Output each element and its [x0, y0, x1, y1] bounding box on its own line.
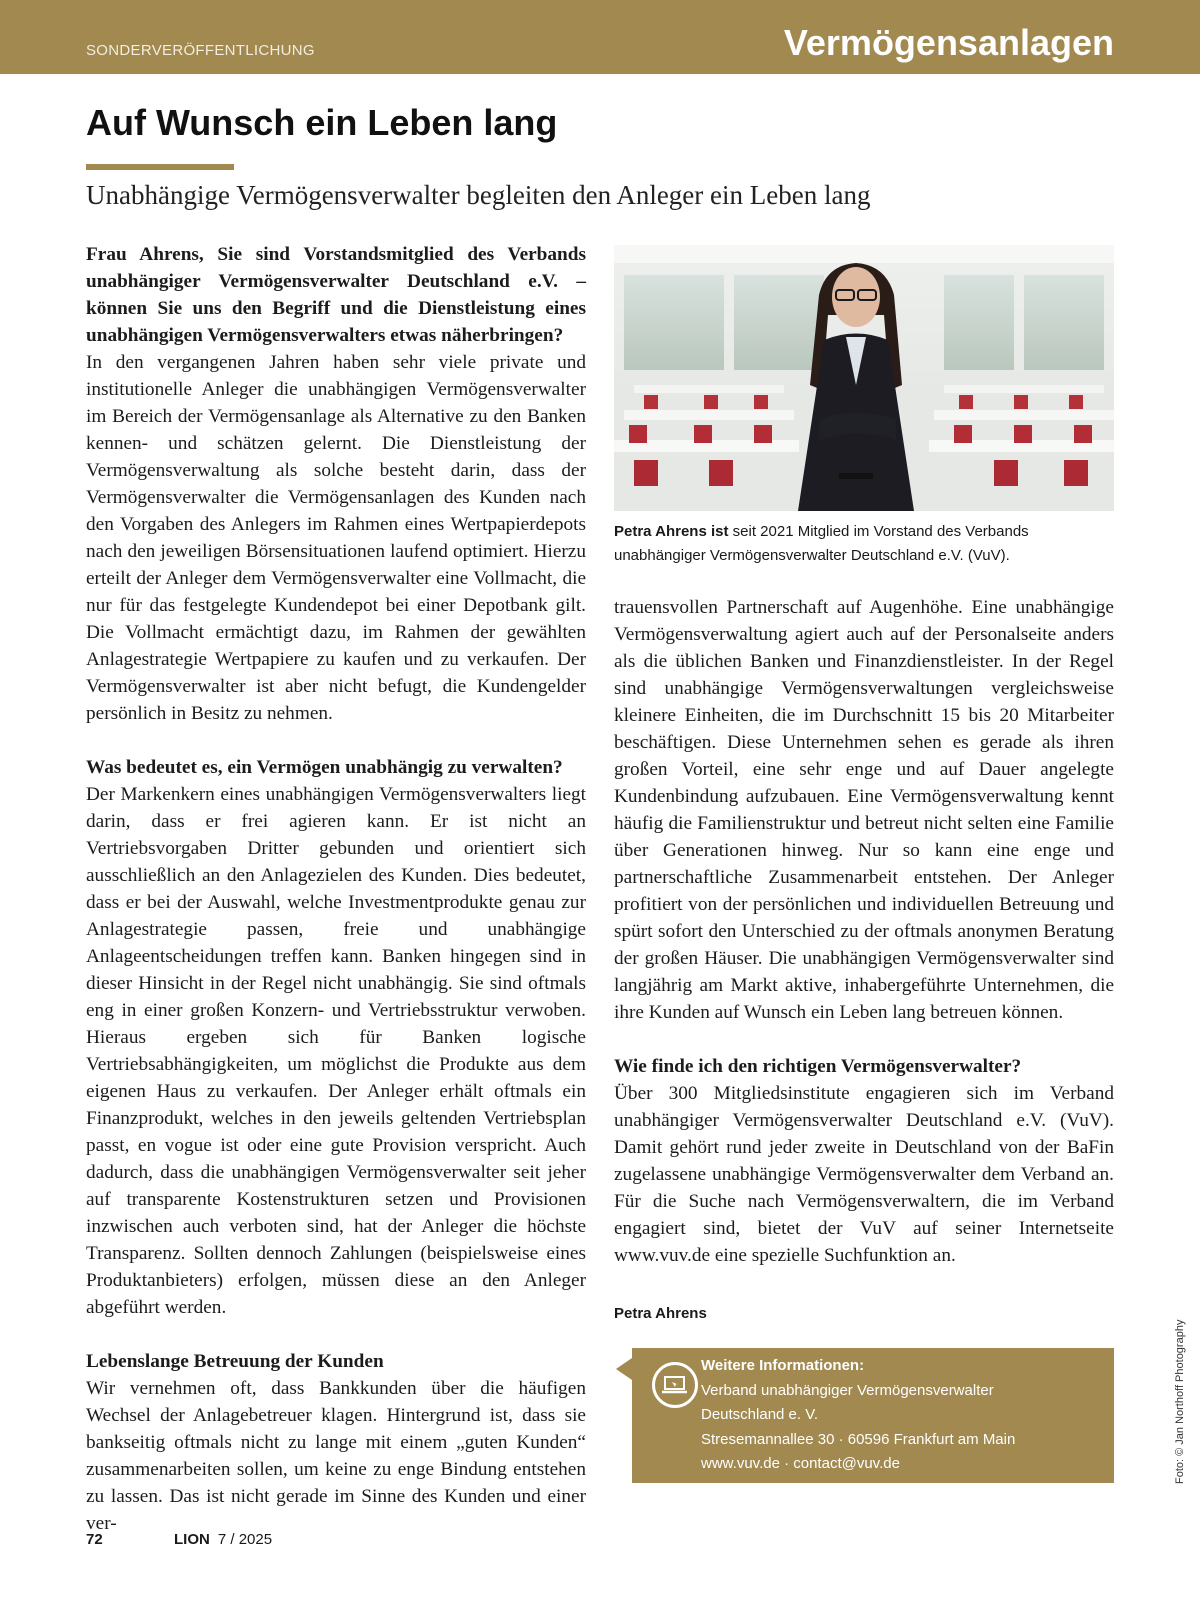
caption-text: seit 2021 Mitglied im Vorstand des Verbands unabhängiger Vermögensverwalter Deutschland e.V. (VuV).	[614, 523, 1029, 564]
article-column-right	[614, 594, 1114, 1269]
magazine-name: LION	[174, 1531, 210, 1548]
magazine-issue	[174, 1531, 272, 1548]
photo-caption	[614, 520, 1114, 568]
special-publication-label: SONDERVERÖFFENTLICHUNG	[86, 42, 315, 59]
laptop-icon	[652, 1362, 698, 1408]
section-title: Vermögensanlagen	[783, 22, 1114, 63]
question-heading: Was bedeutet es, ein Vermögen unabhängig zu verwalten?	[86, 757, 563, 778]
info-line: Verband unabhängiger Vermögensverwalter	[701, 1381, 994, 1399]
portrait-photo-illustration	[614, 245, 1114, 511]
body-paragraph: trauensvollen Partnerschaft auf Augenhöhe. Eine unabhängige Vermögensverwaltung agiert auch auf der Personalseite anders als die üblichen Banken und Finanzdienstleister. In der Regel sind unabhängige Vermögensverwaltungen vergleichsweise kleinere Einheiten, die im Durchschnitt 15 bis 20 Mitarbeiter beschäftigen. Diese Unternehmen sehen es gerade als ihren großen Vorteil, eine sehr enge und auf Dauer angelegte Kundenbindung aufzubauen. Eine Vermögensverwaltung kennt häufig die Familienstruktur und betreut nicht selten eine Familie über Generationen hinweg. Nur so kann eine enge und partnerschaftliche Zusammenarbeit entstehen. Der Anleger profitiert von der persönlichen und individuellen Betreuung und spürt sofort den Unterschied zu der oftmals anonymen Beratung der großen Häuser. Die unabhängigen Vermögensverwalter sind langjährig am Markt aktive, inhabergeführte Unternehmen, die ihre Kunden auf Wunsch ein Leben lang betreuen können.	[614, 597, 1114, 1023]
caption-name: Petra Ahrens ist	[614, 523, 729, 540]
body-paragraph: In den vergangenen Jahren haben sehr viele private und institutionelle Anleger die unabhängigen Vermögensverwalter im Bereich der Vermögensanlage als Alternative zu den Banken kennen- und schätzen gelernt. Die Dienstleistung der Vermögensverwaltung als solche besteht darin, dass der Vermögensverwalter die Vermögensanlagen des Kunden nach den Vorgaben des Anlegers im Rahmen eines Wertpapierdepots nach den jeweiligen Börsensituationen laufend optimiert. Hierzu erteilt der Anleger dem Vermögensverwalter eine Vollmacht, die nur für das festgelegte Kundendepot bei einer Depotbank gilt. Die Vollmacht ermächtigt dazu, im Rahmen der gewählten Anlagestrategie Wertpapiere zu kaufen und zu verkaufen. Der Vermögensverwalter ist aber nicht befugt, die Kundengelder persönlich in Besitz zu nehmen.	[86, 352, 586, 724]
photo-credit: Foto: © Jan Northoff Photography	[1174, 1319, 1186, 1484]
paragraph-gap	[86, 727, 586, 754]
body-paragraph: Über 300 Mitgliedsinstitute engagieren sich im Verband unabhängiger Vermögensverwalter Deutschland e.V. (VuV). Damit gehört rund jeder zweite in Deutschland von der BaFin zugelassene unabhängige Vermögensverwalter dem Verband an. Für die Suche nach Vermögensverwaltern, die im Verband engagiert sind, bietet der VuV auf seiner Internetseite www.vuv.de eine spezielle Suchfunktion an.	[614, 1083, 1114, 1266]
author-name: Petra Ahrens	[614, 1305, 707, 1322]
info-address: Stresemannallee 30 · 60596 Frankfurt am Main	[701, 1430, 1016, 1448]
question-heading: Wie finde ich den richtigen Vermögensverwalter?	[614, 1056, 1022, 1077]
info-line: Deutschland e. V.	[701, 1406, 819, 1423]
article-title: Auf Wunsch ein Leben lang	[86, 102, 558, 143]
question-heading: Frau Ahrens, Sie sind Vorstandsmitglied des Verbands unabhängiger Vermögensverwalter Deutschland e.V. – können Sie uns den Begriff und die Dienstleistung eines unabhängigen Vermögensverwalters etwas näherbringen?	[86, 244, 586, 346]
body-paragraph: Der Markenkern eines unabhängigen Vermögensverwalters liegt darin, dass er frei agieren kann. Er ist nicht an Vertriebsvorgaben Dritter gebunden und orientiert sich ausschließlich an den Anlagezielen des Kunden. Dies bedeutet, dass er bei der Auswahl, welche Investmentprodukte genau zur Anlagestrategie passen, freie und unabhängige Anlageentscheidungen treffen kann. Banken hingegen sind in dieser Hinsicht in der Regel nicht unabhängig. Sie sind oftmals eng in einer großen Konzern- und Vertriebsstruktur verwoben. Hieraus ergeben sich für Banken logische Vertriebsabhängigkeiten, um möglichst die Produkte aus dem eigenen Haus zu verkaufen. Der Anleger erhält oftmals ein Finanzprodukt, welches in den jeweils geltenden Vertriebsplan passt, en vogue ist oder eine gute Provision verspricht. Auch dadurch, dass die unabhängigen Vermögensverwalter seit jeher auf transparente Kostenstrukturen setzen und Provisionen inzwischen auch verboten sind, hat der Anleger die höchste Transparenz. Sollten dennoch Zahlungen (beispielsweise eines Produktanbieters) erfolgen, müssen diese an den Anleger abgeführt werden.	[86, 784, 586, 1318]
info-heading: Weitere Informationen:	[701, 1357, 865, 1374]
portrait-photo	[614, 245, 1114, 511]
issue-number: 7 / 2025	[217, 1531, 273, 1548]
body-paragraph: Wir vernehmen oft, dass Bankkunden über die häufigen Wechsel der Anlagebetreuer klagen. Hintergrund ist, dass sie bankseitig oftmals nicht zu lange mit einem „guten Kunden“ zusammenarbeiten sollen, um keine zu enge Bindung entstehen zu lassen. Das ist nicht gerade im Sinne des Kunden und einer ver-	[86, 1378, 586, 1534]
info-text	[701, 1354, 1015, 1477]
question-heading: Lebenslange Betreuung der Kunden	[86, 1351, 384, 1372]
article-subtitle: Unabhängige Vermögensverwalter begleiten den Anleger ein Leben lang	[86, 180, 871, 210]
page-number: 72	[86, 1531, 103, 1548]
paragraph-gap	[86, 1321, 586, 1348]
section-header-bar	[0, 0, 1200, 74]
paragraph-gap	[614, 1026, 1114, 1053]
title-underline	[86, 164, 234, 170]
info-contact[interactable]: www.vuv.de · contact@vuv.de	[701, 1455, 900, 1472]
info-box	[632, 1348, 1114, 1483]
article-column-left	[86, 241, 586, 1537]
